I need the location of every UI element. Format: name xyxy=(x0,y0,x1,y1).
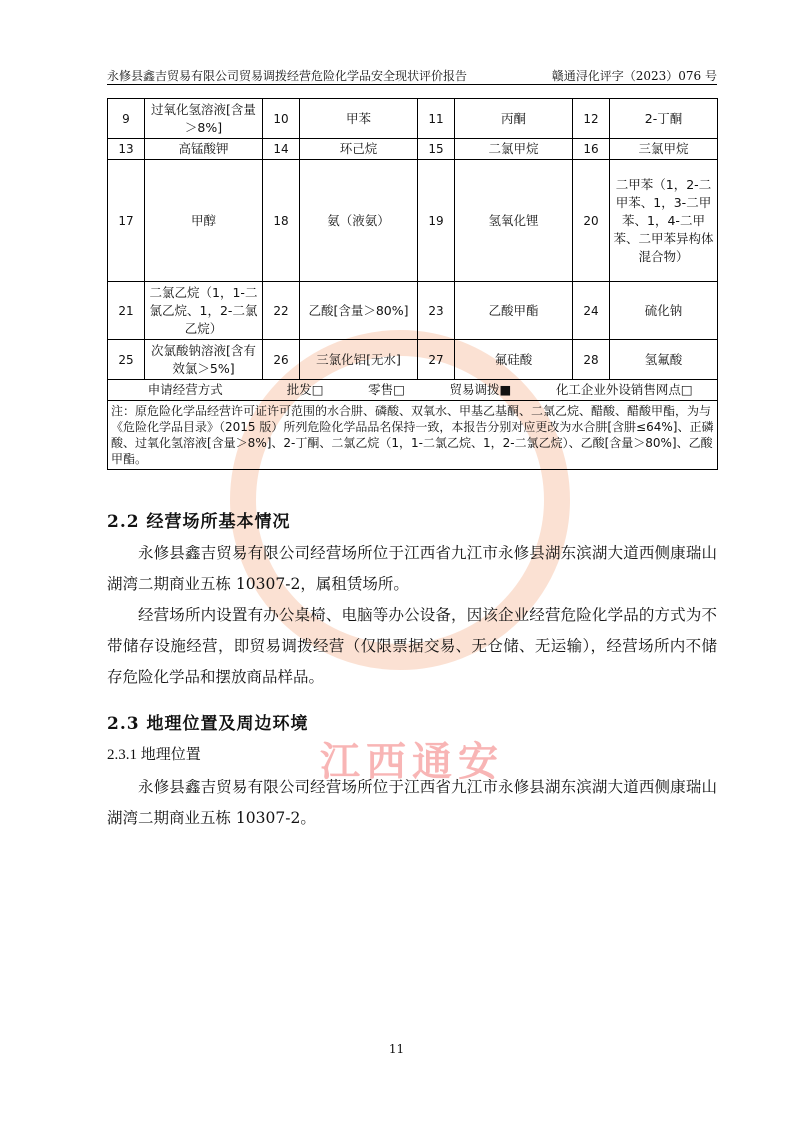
chemical-name: 二氯甲烷 xyxy=(455,139,573,160)
chemical-name: 氢氟酸 xyxy=(610,340,718,380)
chemical-seq-number: 24 xyxy=(573,282,610,340)
chemical-name: 三氯化铝[无水] xyxy=(300,340,418,380)
chemical-seq-number: 10 xyxy=(263,99,300,139)
chemical-seq-number: 17 xyxy=(108,160,145,282)
table-row xyxy=(108,282,718,340)
chemical-name: 氢氧化锂 xyxy=(455,160,573,282)
chemical-name: 硫化钠 xyxy=(610,282,718,340)
table-row xyxy=(108,139,718,160)
chemical-seq-number: 21 xyxy=(108,282,145,340)
mode-option-retail: 零售□ xyxy=(368,382,405,397)
chemical-seq-number: 23 xyxy=(418,282,455,340)
chemical-seq-number: 15 xyxy=(418,139,455,160)
table-note: 注：原危险化学品经营许可证许可范围的水合肼、磷酸、双氧水、甲基乙基酮、二氯乙烷、醋酸、醋酸甲酯，为与《危险化学品目录》（2015 版）所列危险化学品品名保持一致，本报告分别对应更改为水合肼[含肼≤64%]、正磷酸、过氧化氢溶液[含量＞8%]、2-丁酮、二氯乙烷（1，1-二氯乙烷、1，2-二氯乙烷）、乙酸[含量＞80%]、乙酸甲酯。 xyxy=(108,401,718,470)
section-2-3-1-body xyxy=(107,772,717,834)
chemical-name: 二甲苯（1，2-二甲苯、1，3-二甲苯、1，4-二甲苯、二甲苯异构体混合物） xyxy=(610,160,718,282)
chemical-name: 次氯酸钠溶液[含有效氯＞5%] xyxy=(145,340,263,380)
page-header xyxy=(107,66,717,84)
mode-option-chemical-outlet: 化工企业外设销售网点□ xyxy=(555,382,693,397)
operation-mode-row xyxy=(108,380,718,401)
header-divider xyxy=(107,84,717,85)
section-2-3-1-title: 2.3.1 地理位置 xyxy=(107,747,201,763)
chemical-seq-number: 22 xyxy=(263,282,300,340)
chemical-seq-number: 28 xyxy=(573,340,610,380)
section-2-2-body xyxy=(107,538,717,693)
section-2-2-paragraph-2: 经营场所内设置有办公桌椅、电脑等办公设备，因该企业经营危险化学品的方式为不带储存设施经营，即贸易调拨经营（仅限票据交易、无仓储、无运输），经营场所内不储存危险化学品和摆放商品样品。 xyxy=(107,606,717,686)
mode-option-trade-allocation: 贸易调拨■ xyxy=(449,382,512,397)
chemical-name: 乙酸[含量＞80%] xyxy=(300,282,418,340)
header-report-number: 赣通浔化评字（2023）076 号 xyxy=(551,69,717,83)
chemical-name: 二氯乙烷（1，1-二氯乙烷、1，2-二氯乙烷） xyxy=(145,282,263,340)
operation-mode-label: 申请经营方式 xyxy=(108,380,263,401)
chemical-seq-number: 19 xyxy=(418,160,455,282)
chemical-name: 甲醇 xyxy=(145,160,263,282)
chemical-name: 2-丁酮 xyxy=(610,99,718,139)
chemical-seq-number: 16 xyxy=(573,139,610,160)
table-row xyxy=(108,160,718,282)
chemical-seq-number: 12 xyxy=(573,99,610,139)
chemical-name: 丙酮 xyxy=(455,99,573,139)
mode-option-wholesale: 批发□ xyxy=(286,382,324,397)
chemical-seq-number: 11 xyxy=(418,99,455,139)
section-2-2-paragraph-1: 永修县鑫吉贸易有限公司经营场所位于江西省九江市永修县湖东滨湖大道西侧康瑞山湖湾二期商业五栋 10307-2，属租赁场所。 xyxy=(107,544,717,593)
chemical-name: 甲苯 xyxy=(300,99,418,139)
chemical-list-table xyxy=(107,98,718,470)
table-row xyxy=(108,340,718,380)
table-row xyxy=(108,99,718,139)
chemical-seq-number: 9 xyxy=(108,99,145,139)
chemical-name: 氨（液氨） xyxy=(300,160,418,282)
section-2-3-title: 2.3 地理位置及周边环境 xyxy=(107,714,309,734)
chemical-name: 环己烷 xyxy=(300,139,418,160)
table-note-row xyxy=(108,401,718,470)
chemical-seq-number: 26 xyxy=(263,340,300,380)
chemical-seq-number: 13 xyxy=(108,139,145,160)
section-2-2-title: 2.2 经营场所基本情况 xyxy=(107,512,291,532)
chemical-name: 乙酸甲酯 xyxy=(455,282,573,340)
operation-mode-options xyxy=(265,381,716,399)
header-report-title: 永修县鑫吉贸易有限公司贸易调拨经营危险化学品安全现状评价报告 xyxy=(107,69,468,83)
chemical-seq-number: 25 xyxy=(108,340,145,380)
watermark-text: 江西通安 xyxy=(320,739,504,785)
page-number: 11 xyxy=(388,1042,405,1056)
chemical-seq-number: 14 xyxy=(263,139,300,160)
chemical-seq-number: 18 xyxy=(263,160,300,282)
chemical-name: 过氧化氢溶液[含量＞8%] xyxy=(145,99,263,139)
section-2-3-1-paragraph-1: 永修县鑫吉贸易有限公司经营场所位于江西省九江市永修县湖东滨湖大道西侧康瑞山湖湾二期商业五栋 10307-2。 xyxy=(107,778,717,827)
chemical-seq-number: 27 xyxy=(418,340,455,380)
chemical-name: 氟硅酸 xyxy=(455,340,573,380)
chemical-seq-number: 20 xyxy=(573,160,610,282)
chemical-name: 三氯甲烷 xyxy=(610,139,718,160)
chemical-name: 高锰酸钾 xyxy=(145,139,263,160)
